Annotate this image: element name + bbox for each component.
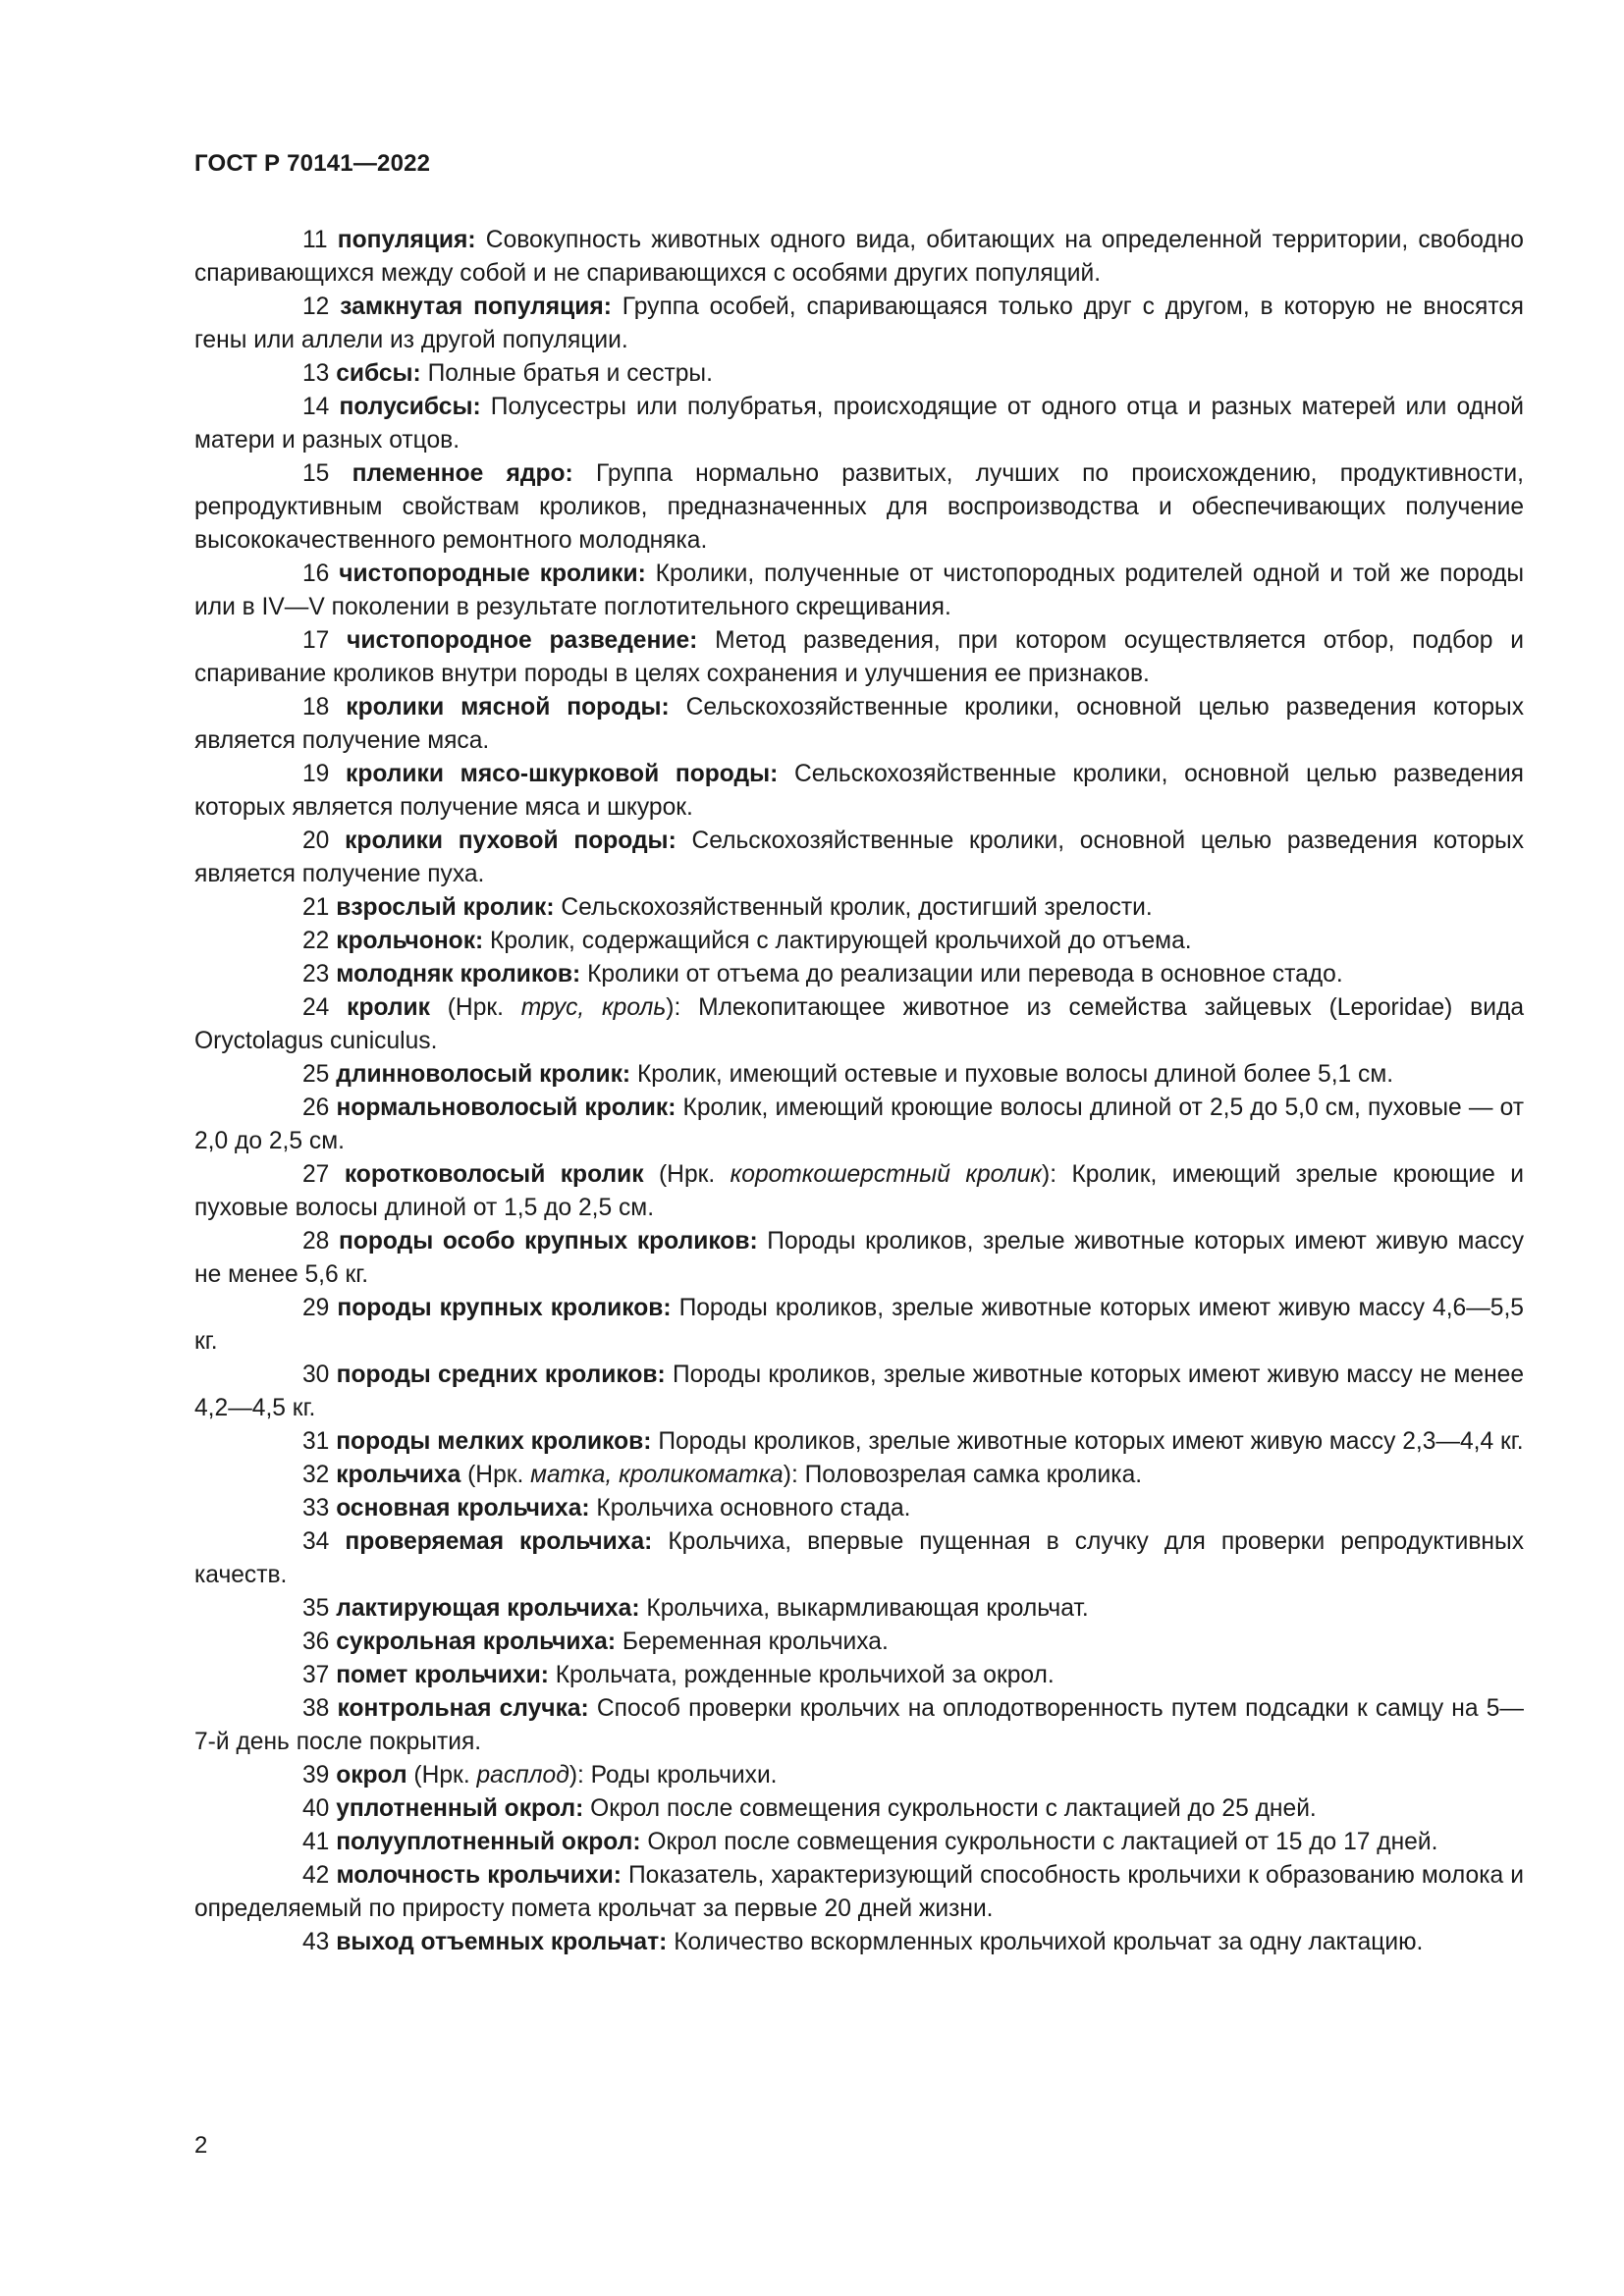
term-name: породы мелких кроликов: — [336, 1428, 652, 1455]
term-entry — [194, 1359, 1524, 1425]
term-entry — [194, 357, 1524, 391]
term-entry — [194, 1859, 1524, 1926]
term-definition: Породы кроликов, зрелые животные которых имеют живую массу 2,3—4,4 кг. — [651, 1428, 1524, 1455]
deprecated-term-suffix: ) — [783, 1462, 791, 1488]
term-name: молодняк кроликов: — [336, 961, 581, 988]
term-name: кролик — [347, 994, 430, 1021]
term-name: нормальноволосый кролик: — [336, 1095, 677, 1121]
term-definition: Показатель, характеризующий способность крольчихи к образованию молока и определяемый по приросту помета крольчат за первые 20 дней жизни. — [194, 1862, 1525, 1922]
term-entry — [194, 1759, 1524, 1792]
term-definition: Кролик, содержащийся с лактирующей крольчихой до отъема. — [483, 928, 1192, 954]
term-entry — [194, 825, 1524, 891]
term-definition: Сельскохозяйственные кролики, основной целью разведения которых является получение мяса и шкурок. — [194, 761, 1524, 821]
term-number: 39 — [302, 1762, 330, 1789]
term-name: крольчонок: — [336, 928, 484, 954]
deprecated-term: расплод — [476, 1762, 569, 1789]
term-name: кролики пуховой породы: — [345, 828, 677, 854]
term-definition: Группа нормально развитых, лучших по происхождению, продуктивности, репродуктивным свойствам кроликов, предназначенных для воспроизводства и обеспечивающих получение высококачественного ремонтного молодняка. — [194, 460, 1524, 554]
term-entry — [194, 1525, 1524, 1592]
term-number: 32 — [302, 1462, 330, 1488]
term-number: 11 — [302, 227, 328, 253]
term-number: 20 — [302, 828, 330, 854]
deprecated-term-suffix: ) — [1041, 1161, 1051, 1188]
term-name: чистопородные кролики: — [339, 561, 646, 587]
term-entry — [194, 1459, 1524, 1492]
term-name: основная крольчиха: — [336, 1495, 590, 1522]
term-entry — [194, 457, 1524, 558]
term-entry — [194, 758, 1524, 825]
term-name: племенное ядро: — [352, 460, 573, 487]
term-definition: Группа особей, спаривающаяся только друг с другом, в которую не вносятся гены или аллели из другой популяции. — [194, 294, 1524, 353]
deprecated-term-prefix: (Нрк. — [429, 994, 521, 1021]
term-number: 14 — [302, 394, 330, 420]
term-entry — [194, 1792, 1524, 1826]
term-number: 13 — [302, 360, 330, 387]
term-definition: Крольчата, рожденные крольчихой за окрол. — [548, 1662, 1055, 1688]
term-number: 38 — [302, 1695, 330, 1722]
term-definition: Крольчиха, выкармливающая крольчат. — [639, 1595, 1089, 1622]
term-number: 35 — [302, 1595, 330, 1622]
term-number: 40 — [302, 1795, 330, 1822]
term-entry — [194, 1659, 1524, 1692]
term-name: породы крупных кроликов: — [337, 1295, 672, 1321]
term-entry — [194, 224, 1524, 291]
deprecated-term-prefix: (Нрк. — [643, 1161, 731, 1188]
term-number: 25 — [302, 1061, 330, 1088]
term-definition: Полные братья и сестры. — [420, 360, 713, 387]
page-number: 2 — [194, 2132, 208, 2159]
term-entry — [194, 1425, 1524, 1459]
term-number: 30 — [302, 1362, 330, 1388]
term-number: 34 — [302, 1528, 330, 1555]
term-name: помет крольчихи: — [336, 1662, 549, 1688]
term-definition: : Роды крольчихи. — [577, 1762, 778, 1789]
term-name: окрол — [336, 1762, 407, 1789]
document-code: ГОСТ Р 70141—2022 — [194, 150, 431, 177]
term-number: 12 — [302, 294, 330, 320]
term-definition: Беременная крольчиха. — [616, 1629, 889, 1655]
term-name: молочность крольчихи: — [336, 1862, 622, 1889]
term-entry — [194, 1058, 1524, 1092]
term-name: полусибсы: — [339, 394, 481, 420]
term-number: 31 — [302, 1428, 330, 1455]
term-name: взрослый кролик: — [336, 894, 555, 921]
term-number: 29 — [302, 1295, 330, 1321]
term-entry — [194, 1626, 1524, 1659]
term-entry — [194, 291, 1524, 357]
term-entry — [194, 1592, 1524, 1626]
term-entry — [194, 1092, 1524, 1158]
term-definition: : Половозрелая самка кролика. — [790, 1462, 1143, 1488]
term-number: 19 — [302, 761, 330, 787]
term-number: 37 — [302, 1662, 330, 1688]
term-name: замкнутая популяция: — [340, 294, 612, 320]
term-number: 16 — [302, 561, 330, 587]
term-definition: : Млекопитающее животное из семейства зайцевых (Leporidae) вида Oryctolagus cuniculus. — [194, 994, 1524, 1054]
term-definition: Кролики, полученные от чистопородных родителей одной и той же породы или в IV—V поколении в результате поглотительного скрещивания. — [194, 561, 1524, 620]
term-name: чистопородное разведение: — [347, 627, 698, 654]
term-number: 21 — [302, 894, 330, 921]
term-number: 15 — [302, 460, 330, 487]
term-entry — [194, 624, 1524, 691]
deprecated-term-suffix: ) — [568, 1762, 578, 1789]
term-definition: Породы кроликов, зрелые животные которых имеют живую массу 4,6—5,5 кг. — [194, 1295, 1524, 1355]
term-entry — [194, 691, 1524, 758]
term-name: кролики мясной породы: — [346, 694, 670, 721]
term-entry — [194, 1292, 1524, 1359]
term-number: 27 — [302, 1161, 330, 1188]
term-entry — [194, 958, 1524, 991]
term-name: кролики мясо-шкурковой породы: — [346, 761, 779, 787]
term-definition: Совокупность животных одного вида, обитающих на определенной территории, свободно спаривающихся между собой и не спаривающихся с особями других популяций. — [194, 227, 1524, 287]
term-definition: Породы кроликов, зрелые животные которых имеют живую массу не менее 5,6 кг. — [194, 1228, 1525, 1288]
term-number: 23 — [302, 961, 330, 988]
term-entry — [194, 891, 1524, 925]
term-name: выход отъемных крольчат: — [336, 1929, 668, 1955]
term-definition: Способ проверки крольчих на оплодотворенность путем подсадки к самцу на 5—7-й день после покрытия. — [194, 1695, 1524, 1755]
term-name: лактирующая крольчиха: — [336, 1595, 640, 1622]
term-entry — [194, 1158, 1524, 1225]
term-definition: Метод разведения, при котором осуществляется отбор, подбор и спаривание кроликов внутри породы в целях сохранения и улучшения ее признаков. — [194, 627, 1524, 687]
term-name: породы особо крупных кроликов: — [339, 1228, 758, 1255]
deprecated-term-suffix: ) — [666, 994, 675, 1021]
term-name: уплотненный окрол: — [336, 1795, 584, 1822]
term-entry — [194, 1692, 1524, 1759]
term-definition: Сельскохозяйственные кролики, основной целью разведения которых является получение мяса. — [194, 694, 1524, 754]
term-entry — [194, 1826, 1524, 1859]
deprecated-term: трус, кроль — [520, 994, 667, 1021]
term-number: 26 — [302, 1095, 330, 1121]
term-name: проверяемая крольчиха: — [345, 1528, 653, 1555]
term-entry — [194, 558, 1524, 624]
term-name: коротковолосый кролик — [344, 1161, 644, 1188]
deprecated-term: короткошерстный кролик — [730, 1161, 1042, 1188]
term-definition: Количество вскормленных крольчихой крольчат за одну лактацию. — [667, 1929, 1424, 1955]
term-definition: Породы кроликов, зрелые животные которых имеют живую массу не менее 4,2—4,5 кг. — [194, 1362, 1525, 1421]
term-entry — [194, 391, 1524, 457]
term-definition: Окрол после совмещения сукрольности с лактацией до 25 дней. — [583, 1795, 1317, 1822]
term-definition: Кролик, имеющий остевые и пуховые волосы длиной более 5,1 см. — [630, 1061, 1394, 1088]
term-number: 41 — [302, 1829, 330, 1855]
term-definition: Полусестры или полубратья, происходящие от одного отца и разных матерей или одной матери и разных отцов. — [194, 394, 1524, 454]
term-entry — [194, 925, 1524, 958]
term-number: 17 — [302, 627, 330, 654]
term-number: 36 — [302, 1629, 330, 1655]
term-number: 22 — [302, 928, 330, 954]
term-name: длинноволосый кролик: — [336, 1061, 631, 1088]
term-name: породы средних кроликов: — [336, 1362, 666, 1388]
term-number: 33 — [302, 1495, 330, 1522]
term-number: 42 — [302, 1862, 330, 1889]
term-definition: Кролики от отъема до реализации или перевода в основное стадо. — [580, 961, 1343, 988]
term-definition: Сельскохозяйственный кролик, достигший зрелости. — [554, 894, 1153, 921]
term-number: 18 — [302, 694, 330, 721]
term-definition: Крольчиха основного стада. — [589, 1495, 911, 1522]
term-name: контрольная случка: — [337, 1695, 589, 1722]
deprecated-term-prefix: (Нрк. — [460, 1462, 531, 1488]
term-name: сибсы: — [336, 360, 421, 387]
term-name: сукрольная крольчиха: — [336, 1629, 617, 1655]
term-entry — [194, 1926, 1524, 1959]
term-number: 24 — [302, 994, 330, 1021]
term-name: полууплотненный окрол: — [336, 1829, 641, 1855]
term-definition: : Кролик, имеющий зрелые кроющие и пуховые волосы длиной от 1,5 до 2,5 см. — [194, 1161, 1524, 1221]
terms-list — [194, 224, 1524, 1959]
term-definition: Сельскохозяйственные кролики, основной целью разведения которых является получение пуха. — [194, 828, 1525, 887]
deprecated-term: матка, кроликоматка — [530, 1462, 784, 1488]
term-number: 28 — [302, 1228, 330, 1255]
term-name: крольчиха — [336, 1462, 461, 1488]
term-definition: Окрол после совмещения сукрольности с лактацией от 15 до 17 дней. — [640, 1829, 1438, 1855]
deprecated-term-prefix: (Нрк. — [406, 1762, 477, 1789]
term-entry — [194, 1225, 1524, 1292]
term-name: популяция: — [337, 227, 476, 253]
term-number: 43 — [302, 1929, 330, 1955]
term-definition: Кролик, имеющий кроющие волосы длиной от 2,5 до 5,0 см, пуховые — от 2,0 до 2,5 см. — [194, 1095, 1524, 1154]
term-definition: Крольчиха, впервые пущенная в случку для проверки репродуктивных качеств. — [194, 1528, 1524, 1588]
term-entry — [194, 1492, 1524, 1525]
term-entry — [194, 991, 1524, 1058]
